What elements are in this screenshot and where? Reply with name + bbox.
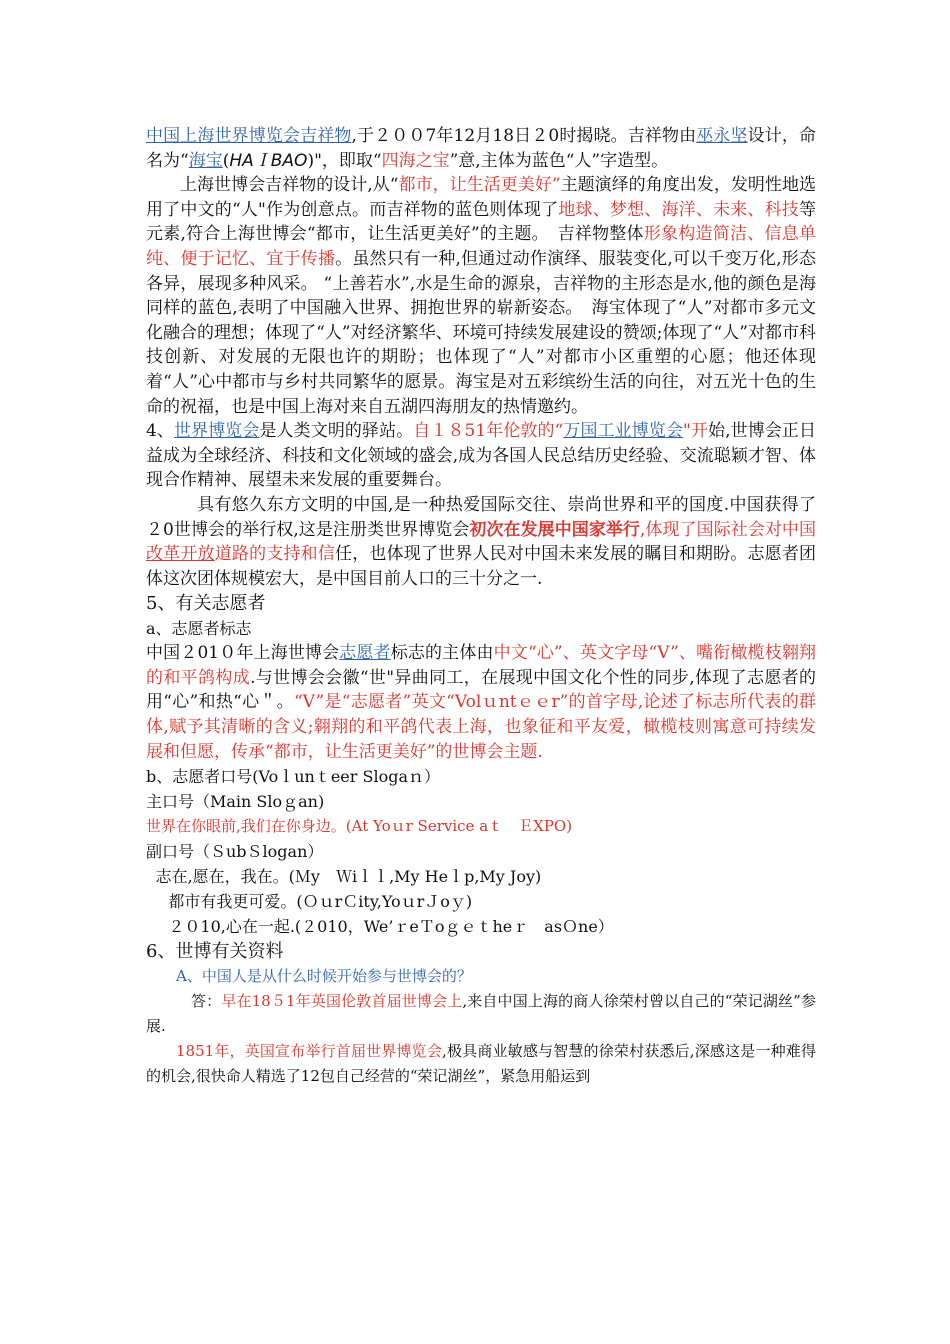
- text: 设计，命名为“: [146, 126, 817, 171]
- highlight-v-meaning: “V”是“志愿者”英文“Volｕntｅｅr”的首字母,论述了标志所代表的群体,赋予其清晰的含义;翱翔的和平鸽代表上海，也象征和平友爱，橄榄枝则寓意可持续发展和但愿，传承“都市，让生活更美好”的世博会主题.: [146, 692, 816, 762]
- link-designer[interactable]: 巫永坚: [696, 126, 748, 146]
- text: 中国２01０年上海世博会: [146, 643, 340, 664]
- highlight-quote: "开: [683, 421, 709, 442]
- paragraph-mascot-design: [146, 173, 816, 419]
- paragraph-mascot: [146, 124, 816, 173]
- highlight-support: ,体现了国际社会对中国: [640, 519, 816, 540]
- subheading-volunteer-logo: a、志愿者标志: [146, 619, 252, 639]
- highlight-1851: 自１８51年伦敦的“: [413, 421, 564, 442]
- text: ,于２００7年12月18日２0时揭晓。吉祥物由: [351, 126, 697, 146]
- text: 标志的主体由: [390, 643, 494, 664]
- highlight-1851-london: 早在18５1年英国伦敦首届世博会上: [221, 992, 463, 1011]
- main-slogan: 世界在你眼前,我们在你身边。(At Yoｕr Service aｔ ＥXPO): [146, 817, 573, 836]
- item-number: 4、: [146, 421, 174, 442]
- paragraph-china-expo: [146, 493, 816, 591]
- highlight-1851-announcement: 1851年，英国宣布举行首届世界博览会: [176, 1042, 443, 1061]
- answer-a: [146, 989, 816, 1039]
- highlight-elements: 地球、梦想、海洋、未来、科技: [558, 199, 799, 220]
- sub-slogan-3: ２０10,心在一起.(２010，We’ｒeＴoｇｅｔheｒ asＯne）: [168, 917, 614, 937]
- text: 具有悠久东方文明的中国,是一种热爱国际交往、崇尚世界和平的国度.中国获得了２0世博会的举行权,这是注册类世界博览会: [146, 494, 816, 540]
- text: ,极具商业敏感与智慧的徐荣村获悉后,深感这是一种难得的机会,很快命人精选了12包自己经营的“荣记湖丝”，紧急用船运到: [146, 1042, 816, 1086]
- text: 始,世博会正日益成为全球经济、科技和文化领域的盛会,成为各国人民总结历史经验、交流聪颖才智、体现合作精神、展望未来发展的重要舞台。: [146, 421, 816, 491]
- paragraph-volunteer-logo: [146, 641, 816, 764]
- text: (: [222, 150, 230, 171]
- highlight-form: 形象构造简洁、信息单纯、便于记忆、宜于传播: [146, 224, 816, 269]
- subheading-volunteer-slogan: b、志愿者口号(Voｌunｔeer Slogaｎ）: [146, 767, 440, 787]
- heading-volunteers: 5、有关志愿者: [146, 593, 266, 615]
- paragraph-world-expo: [146, 419, 816, 493]
- link-great-exhibition[interactable]: 万国工业博览会: [563, 421, 684, 442]
- highlight-sihai: 四海之宝: [381, 150, 450, 171]
- sub-slogan-label: 副口号（ＳubＳlogan）: [146, 842, 324, 862]
- text: )"，即取“: [307, 150, 382, 171]
- question-a: A、中国人是从什么时候开始参与世博会的？: [176, 967, 472, 986]
- paragraph-xu-rongcun: [146, 1039, 816, 1089]
- main-slogan-label: 主口号（Main Sloｇan): [146, 792, 325, 812]
- link-reform-opening[interactable]: 改革开放: [146, 544, 215, 565]
- highlight-support-2: 道路的支持和信: [214, 544, 336, 565]
- text: 主题演绎的角度出发，发明性地选用了中文的“人"作为创意点。而吉祥物的蓝色则体现了: [146, 175, 816, 220]
- highlight-first-developing: 初次在发展中国家举行: [469, 519, 640, 540]
- text: 任，也体现了世界人民对中国未来发展的瞩目和期盼。志愿者团体这次团体规模宏大，是中国目前人口的三十分之一.: [146, 544, 817, 589]
- text: ”意,主体为蓝色“人”字造型。: [449, 150, 669, 171]
- text: .与世博会会徽“世"异曲同工，在展现中国文化个性的同步,体现了志愿者的用“心”和热“心＂。: [146, 667, 817, 713]
- text: 是人类文明的驿站。: [259, 421, 414, 442]
- document-page: [146, 124, 816, 1089]
- text: 上海世博会吉祥物的设计,从“: [180, 175, 399, 196]
- text: 等元素,符合上海世博会“都市，让生活更美好”的主题。 吉祥物整体: [146, 199, 816, 245]
- link-haibao[interactable]: 海宝: [188, 150, 223, 171]
- link-volunteer[interactable]: 志愿者: [339, 643, 391, 664]
- link-world-expo[interactable]: 世界博览会: [174, 421, 260, 442]
- sub-slogan-2: 都市有我更可爱。(ＯｕrＣity,YoｕrＪoｙ): [168, 892, 473, 912]
- highlight-theme: 都市，让生活更美好”: [398, 175, 561, 196]
- heading-expo-info: 6、世博有关资料: [146, 941, 284, 963]
- link-shanghai-expo-mascot[interactable]: 中国上海世界博览会吉祥物: [146, 126, 352, 146]
- highlight-logo-parts: 中文“心”、英文字母“V”、嘴衔橄榄枝翱翔的和平鸽构成: [146, 643, 816, 688]
- sub-slogan-1: 志在,愿在，我在。(Ｍy Ｗiｌｌ,My Heｌp,My Joy): [155, 867, 542, 887]
- text: 答：: [191, 992, 222, 1011]
- haibao-english-name: HAＩBAO: [229, 150, 308, 171]
- text: ,来自中国上海的商人徐荣村曾以自己的“荣记湖丝”参展.: [146, 992, 816, 1036]
- text: 。虽然只有一种,但通过动作演绎、服装变化,可以千变万化,形态各异，展现多种风采。 “上善若水”,水是生命的源泉，吉祥物的主形态是水,他的颜色是海同样的蓝色,表明了中国融入世界、拥抱世界的崭新姿态。 海宝体现了“人”对都市多元文化融合的理想；体现了“人”对经济繁华、环境可持续发展建设的赞颂;体现了“人”对都市科技创新、对发展的无限也许的期盼；也体现了“人”对都市小区重塑的心愿；他还体现着“人”心中都市与乡村共同繁华的愿景。海宝是对五彩缤纷生活的向往，对五光十色的生命的祝福，也是中国上海对来自五湖四海朋友的热情邀约。: [146, 248, 816, 417]
